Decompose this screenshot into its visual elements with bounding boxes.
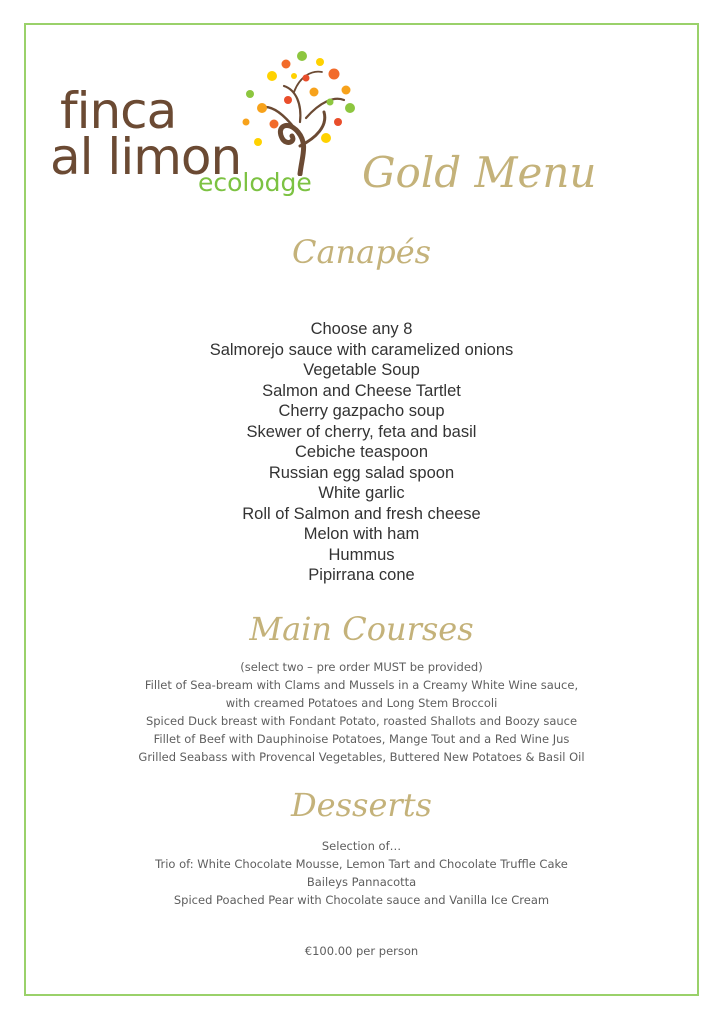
list-item: Roll of Salmon and fresh cheese xyxy=(242,504,481,523)
list-item: Choose any 8 xyxy=(310,320,413,338)
list-item: Trio of: White Chocolate Mousse, Lemon Tart and Chocolate Truffle Cake xyxy=(155,857,568,871)
list-item: Spiced Duck breast with Fondant Potato, roasted Shallots and Boozy sauce xyxy=(145,714,578,728)
list-item: Fillet of Beef with Dauphinoise Potatoes, Mange Tout and a Red Wine Jus xyxy=(153,732,570,746)
list-item: Russian egg salad spoon xyxy=(268,463,455,482)
logo-word-ecolodge: ecolodge xyxy=(198,168,312,197)
gold-menu-title: Gold Menu xyxy=(362,148,597,197)
logo-word-finca: finca xyxy=(60,82,177,140)
finca-al-limon-logo xyxy=(50,46,370,196)
logo-word-al-limon: al limon xyxy=(50,128,242,186)
list-item: Salmon and Cheese Tartlet xyxy=(262,381,461,400)
list-item: Pipirrana cone xyxy=(308,566,415,584)
list-item: Hummus xyxy=(328,545,395,564)
list-item: Vegetable Soup xyxy=(303,361,420,379)
desserts-heading: Desserts xyxy=(291,786,432,824)
main-courses-list xyxy=(0,658,723,766)
list-item: Cebiche teaspoon xyxy=(294,443,428,461)
list-item: Skewer of cherry, feta and basil xyxy=(246,422,477,441)
main-courses-heading: Main Courses xyxy=(249,610,474,648)
list-item: Cherry gazpacho soup xyxy=(278,402,445,420)
lemon-tree-icon xyxy=(230,46,360,176)
list-item: Salmorejo sauce with caramelized onions xyxy=(209,340,514,359)
canapes-heading: Canapés xyxy=(291,233,432,271)
price-per-person: €100.00 per person xyxy=(304,944,419,958)
list-item: (select two – pre order MUST be provided) xyxy=(240,660,483,674)
desserts-list xyxy=(0,837,723,909)
list-item: Baileys Pannacotta xyxy=(306,875,417,889)
list-item: Grilled Seabass with Provencal Vegetables, Buttered New Potatoes & Basil Oil xyxy=(138,750,585,764)
canapes-list xyxy=(0,319,723,586)
list-item: White garlic xyxy=(318,484,405,502)
list-item: Melon with ham xyxy=(303,525,420,543)
list-item: Spiced Poached Pear with Chocolate sauce and Vanilla Ice Cream xyxy=(173,893,550,907)
list-item: Fillet of Sea-bream with Clams and Mussels in a Creamy White Wine sauce, xyxy=(144,678,579,692)
list-item: with creamed Potatoes and Long Stem Broccoli xyxy=(225,696,498,710)
list-item: Selection of… xyxy=(321,839,402,853)
